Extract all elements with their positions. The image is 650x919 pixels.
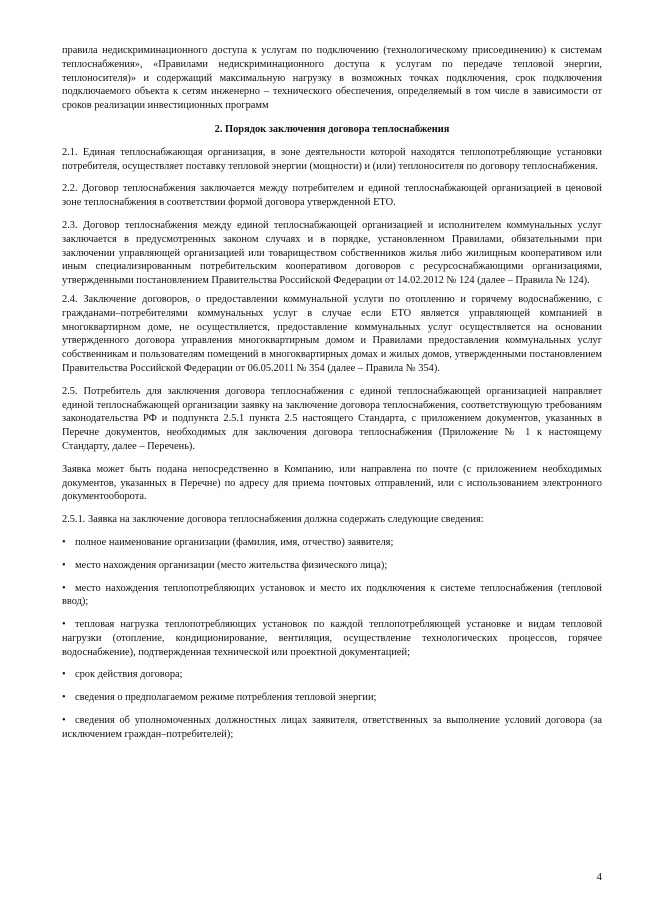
list-item <box>62 536 602 550</box>
list-item <box>62 618 602 659</box>
list-item <box>62 714 602 742</box>
paragraph-2-2: 2.2. Договор теплоснабжения заключается между потребителем и единой теплоснабжающей организацией в ценовой зоне теплоснабжения в соответствии формой договора утвержденной ЕТО. <box>62 183 602 209</box>
paragraph-2-3: 2.3. Договор теплоснабжения между единой теплоснабжающей организацией и исполнителем коммунальных услуг заключается в предусмотренных законом случаях и в порядке, установленном Правилами, обязательными при заключении управляющей организацией или товариществом собственников жилья либо жилищным кооперативом или иным специализированным потребительским кооперативом договоров с ресурсоснабжающими организациями, утвержденными постановлением Правительства Российской Федерации от 14.02.2012 № 124 (далее – Правила № 124). <box>62 219 602 287</box>
bullet-icon: • <box>62 559 66 571</box>
list-item-text: место нахождения теплопотребляющих установок и место их подключения к системе теплоснабжения (тепловой ввод); <box>62 582 602 608</box>
paragraph-2-5-1: 2.5.1. Заявка на заключение договора теплоснабжения должна содержать следующие сведения: <box>62 514 484 526</box>
paragraph-2-4: 2.4. Заключение договоров, о предоставлении коммунальной услуги по отоплению и горячему водоснабжению, с гражданами–потребителями коммунальных услуг в случае если ЕТО является управляющей компанией в многоквартирном доме, не осуществляется, предоставление коммунальных услуг осуществляется на основании утвержденного договора управления многоквартирным домом и Правилами предоставления коммунальных услуг собственникам и пользователям помещений в многоквартирных домах и жилых домов, утвержденными постановлением Правительства Российской Федерации от 06.05.2011 № 354 (далее – Правила № 354). <box>62 293 602 374</box>
paragraph-application: Заявка может быть подана непосредственно в Компанию, или направлена по почте (с приложением необходимых документов, указанных в Перечне) по адресу для приема почтовых отправлений, или с использованием электронного документооборота. <box>62 463 602 503</box>
list-item-text: сведения о предполагаемом режиме потребления тепловой энергии; <box>75 692 377 704</box>
list-item-text: сведения об уполномоченных должностных лицах заявителя, ответственных за выполнение условий договора (за исключением граждан–потребителей); <box>62 715 602 740</box>
page-number: 4 <box>596 871 602 883</box>
bullet-icon: • <box>62 536 66 548</box>
bullet-icon: • <box>62 669 66 681</box>
bullet-icon: • <box>62 582 66 594</box>
text-column <box>62 44 602 751</box>
list-item <box>62 691 602 705</box>
paragraph-2-5: 2.5. Потребитель для заключения договора теплоснабжения с единой теплоснабжающей организацией направляет единой теплоснабжающей организации заявку на заключение договора теплоснабжения, соответствующую требованиям законодательства РФ и подпункта 2.5.1 пункта 2.5 настоящего Стандарта, с приложением документов, указанных в Перечне документов, необходимых для заключения договора теплоснабжения (Приложение № 1 к настоящему Стандарту, далее – Перечень). <box>62 385 602 452</box>
paragraph-2-1: 2.1. Единая теплоснабжающая организация, в зоне деятельности которой находятся теплопотребляющие установки потребителя, осуществляет поставку тепловой энергии (мощности) и (или) теплоносителя по договору теплоснабжения. <box>62 146 602 172</box>
list-item-text: срок действия договора; <box>75 669 183 681</box>
bullet-icon: • <box>62 619 66 631</box>
intro-paragraph: правила недискриминационного доступа к услугам по подключению (технологическому присоединению) к системам теплоснабжения», «Правилами недискриминационного доступа к услугам по передаче тепловой энергии, теплоносителя)» и содержащий максимальную нагрузку в возможных точках подключения, срок подключения подключаемого объекта к сетям инженерно – технического обеспечения, определяемый в том числе в зависимости от сроков реализации инвестиционных программ <box>62 45 602 112</box>
list-item-text: полное наименование организации (фамилия, имя, отчество) заявителя; <box>75 536 394 548</box>
list-item <box>62 559 602 573</box>
bullet-icon: • <box>62 715 66 727</box>
bullet-icon: • <box>62 692 66 704</box>
list-item-text: место нахождения организации (место жительства физического лица); <box>75 559 388 571</box>
list-item-text: тепловая нагрузка теплопотребляющих установок по каждой теплопотребляющей установке и видам тепловой нагрузки (отопление, кондиционирование, вентиляция, осуществление технологических процессов, горячее водоснабжение), подтвержденная технической или проектной документацией; <box>62 619 602 658</box>
list-item <box>62 582 602 610</box>
section-heading: 2. Порядок заключения договора теплоснабжения <box>214 123 450 135</box>
list-item <box>62 668 602 682</box>
